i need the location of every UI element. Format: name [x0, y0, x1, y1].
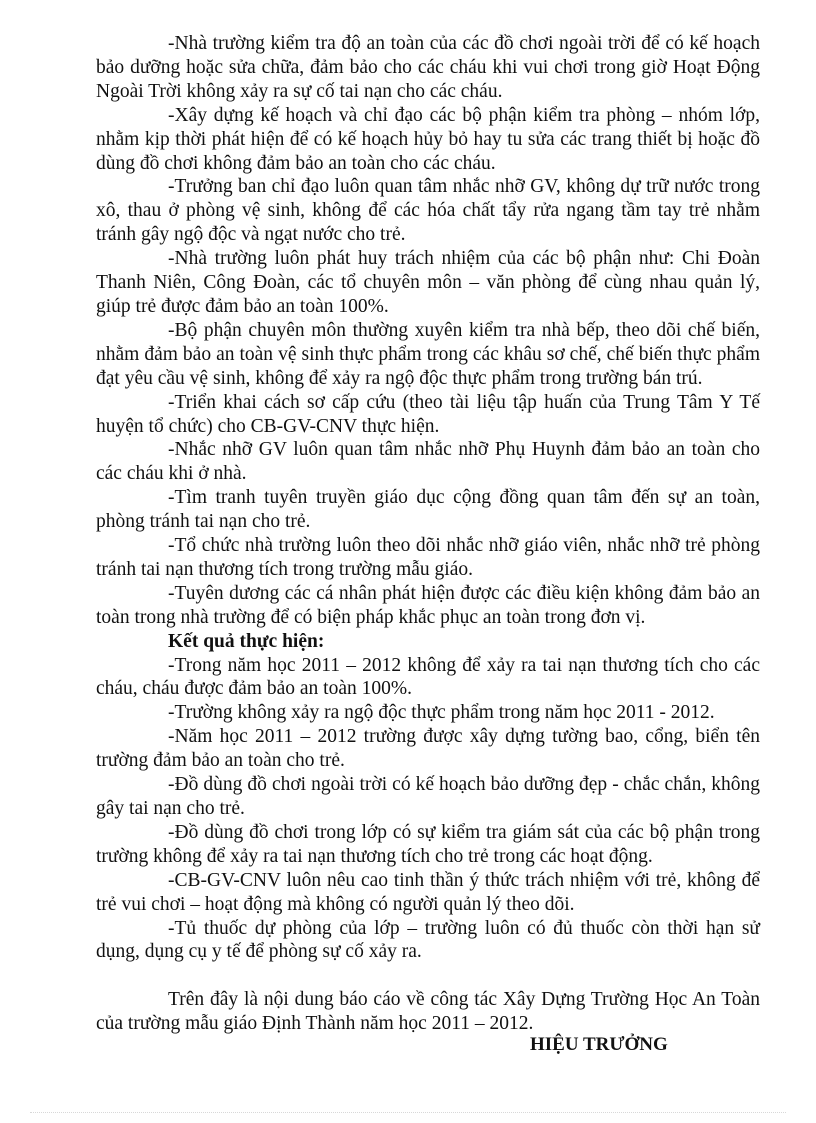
- paragraph-commendation: -Tuyên dương các cá nhân phát hiện được các điều kiện không đảm bảo an toàn trong nhà trường để có biện pháp khắc phục an toàn trong đơn vị.: [96, 582, 760, 628]
- result-staff-responsibility: -CB-GV-CNV luôn nêu cao tinh thần ý thức trách nhiệm với trẻ, không để trẻ vui chơi – hoạt động mà không có người quản lý theo dõi.: [96, 869, 760, 915]
- page-bottom-divider: [30, 1112, 786, 1113]
- paragraph-posters: -Tìm tranh tuyên truyền giáo dục cộng đồng quan tâm đến sự an toàn, phòng tránh tai nạn cho trẻ.: [96, 487, 760, 533]
- paragraph-reminders: -Tổ chức nhà trường luôn theo dõi nhắc nhỡ giáo viên, nhắc nhỡ trẻ phòng tránh tai nạn thương tích trong trường mẫu giáo.: [96, 535, 760, 580]
- paragraph-outdoor-toys: -Nhà trường kiểm tra độ an toàn của các đồ chơi ngoài trời để có kế hoạch bảo dưỡng hoặc sửa chữa, đảm bảo cho các cháu khi vui chơi trong giờ Hoạt Động Ngoài Trời không xảy ra sự cố tai nạn cho các cháu.: [96, 33, 760, 102]
- result-classroom-toys: -Đồ dùng đồ chơi trong lớp có sự kiểm tra giám sát của các bộ phận trong trường không để xảy ra tai nạn thương tích cho trẻ trong các hoạt động.: [96, 821, 760, 867]
- result-medicine-cabinet: -Tủ thuốc dự phòng của lớp – trường luôn có đủ thuốc còn thời hạn sử dụng, dụng cụ y tế để phòng sự cố xảy ra.: [96, 917, 760, 963]
- spacer: [96, 964, 760, 988]
- signature-title: HIỆU TRƯỞNG: [530, 1034, 668, 1055]
- closing-paragraph: Trên đây là nội dung báo cáo về công tác Xây Dựng Trường Học An Toàn của trường mẫu giáo Định Thành năm học 2011 – 2012.: [96, 989, 760, 1035]
- results-heading: Kết quả thực hiện:: [168, 630, 325, 652]
- paragraph-first-aid: -Triển khai cách sơ cấp cứu (theo tài liệu tập huấn của Trung Tâm Y Tế huyện tổ chức) cho CB-GV-CNV thực hiện.: [96, 391, 760, 437]
- result-outdoor-toys: -Đồ dùng đồ chơi ngoài trời có kế hoạch bảo dưỡng đẹp - chắc chắn, không gây tai nạn cho trẻ.: [96, 774, 760, 819]
- paragraph-parents: -Nhắc nhỡ GV luôn quan tâm nhắc nhỡ Phụ Huynh đảm bảo an toàn cho các cháu khi ở nhà.: [96, 439, 760, 485]
- paragraph-departments: -Nhà trường luôn phát huy trách nhiệm của các bộ phận như: Chi Đoàn Thanh Niên, Công Đoàn, các tổ chuyên môn – văn phòng để cùng nhau quản lý, giúp trẻ được đảm bảo an toàn 100%.: [96, 248, 760, 317]
- result-fence-gate: -Năm học 2011 – 2012 trường được xây dựng tường bao, cổng, biển tên trường đảm bảo an toàn cho trẻ.: [96, 726, 760, 772]
- paragraph-water-chemicals: -Trưởng ban chỉ đạo luôn quan tâm nhắc nhỡ GV, không dự trữ nước trong xô, thau ở phòng vệ sinh, không để các hóa chất tẩy rửa ngang tầm tay trẻ nhằm tránh gây ngộ độc và ngạt nước cho trẻ.: [96, 176, 760, 246]
- paragraph-room-inspection: -Xây dựng kế hoạch và chỉ đạo các bộ phận kiểm tra phòng – nhóm lớp, nhằm kịp thời phát hiện để có kế hoạch hủy bỏ hay tu sửa các trang thiết bị hoặc đồ dùng đồ chơi không đảm bảo an toàn cho các cháu.: [96, 104, 760, 174]
- result-no-injury: -Trong năm học 2011 – 2012 không để xảy ra tai nạn thương tích cho các cháu, cháu được đảm bảo an toàn 100%.: [96, 654, 760, 700]
- document-body: [96, 32, 760, 1036]
- paragraph-kitchen: -Bộ phận chuyên môn thường xuyên kiểm tra nhà bếp, theo dõi chế biến, nhằm đảm bảo an toàn vệ sinh thực phẩm trong các khâu sơ chế, chế biến thực phẩm đạt yêu cầu vệ sinh, không để xảy ra ngộ độc thực phẩm trong trường bán trú.: [96, 319, 760, 389]
- result-no-poisoning: -Trường không xảy ra ngộ độc thực phẩm trong năm học 2011 - 2012.: [168, 702, 715, 724]
